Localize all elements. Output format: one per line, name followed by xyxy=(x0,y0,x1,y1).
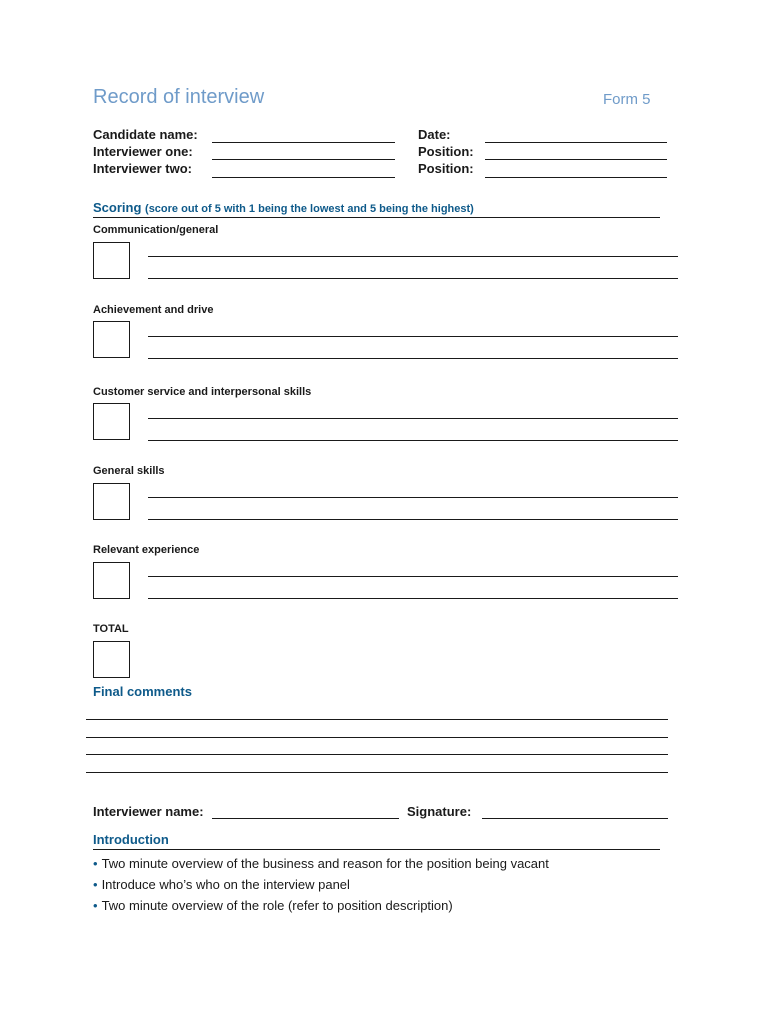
comment-line[interactable] xyxy=(148,598,678,599)
category-general-skills-label: General skills xyxy=(93,465,165,477)
date-field[interactable] xyxy=(485,142,667,143)
introduction-bullet: • Two minute overview of the role (refer to position description) xyxy=(93,898,453,913)
category-relevant-experience-label: Relevant experience xyxy=(93,544,200,556)
comment-line[interactable] xyxy=(148,418,678,419)
final-comment-line[interactable] xyxy=(86,754,668,755)
comment-line[interactable] xyxy=(148,358,678,359)
comment-line[interactable] xyxy=(148,497,678,498)
total-label: TOTAL xyxy=(93,623,129,635)
score-box-total[interactable] xyxy=(93,641,130,678)
interviewer-name-label: Interviewer name: xyxy=(93,804,204,819)
category-achievement-label: Achievement and drive xyxy=(93,304,214,316)
candidate-name-field[interactable] xyxy=(212,142,395,143)
category-communication-label: Communication/general xyxy=(93,224,219,236)
category-customer-service-label: Customer service and interpersonal skills xyxy=(93,386,312,398)
comment-line[interactable] xyxy=(148,278,678,279)
form-number: Form 5 xyxy=(603,91,651,108)
scoring-title: Scoring xyxy=(93,200,142,215)
comment-line[interactable] xyxy=(148,336,678,337)
final-comments-heading: Final comments xyxy=(93,684,192,699)
introduction-bullet: • Introduce who’s who on the interview panel xyxy=(93,877,350,892)
page-title: Record of interview xyxy=(93,86,265,108)
scoring-subtitle: (score out of 5 with 1 being the lowest and 5 being the highest) xyxy=(145,203,474,215)
score-box-relevant-experience[interactable] xyxy=(93,562,130,599)
final-comment-line[interactable] xyxy=(86,737,668,738)
comment-line[interactable] xyxy=(148,519,678,520)
comment-line[interactable] xyxy=(148,256,678,257)
scoring-heading xyxy=(93,200,474,215)
comment-line[interactable] xyxy=(148,576,678,577)
introduction-rule xyxy=(93,849,660,850)
position-two-field[interactable] xyxy=(485,177,667,178)
introduction-bullet: • Two minute overview of the business and reason for the position being vacant xyxy=(93,856,549,871)
score-box-achievement[interactable] xyxy=(93,321,130,358)
candidate-name-label: Candidate name: xyxy=(93,127,198,142)
final-comment-line[interactable] xyxy=(86,772,668,773)
interviewer-one-field[interactable] xyxy=(212,159,395,160)
signature-label: Signature: xyxy=(407,804,472,819)
date-label: Date: xyxy=(418,127,451,142)
interviewer-two-field[interactable] xyxy=(212,177,395,178)
signature-field[interactable] xyxy=(482,818,668,819)
interviewer-one-label: Interviewer one: xyxy=(93,144,193,159)
comment-line[interactable] xyxy=(148,440,678,441)
position-one-field[interactable] xyxy=(485,159,667,160)
score-box-general-skills[interactable] xyxy=(93,483,130,520)
scoring-rule xyxy=(93,217,660,218)
position-one-label: Position: xyxy=(418,144,474,159)
score-box-communication[interactable] xyxy=(93,242,130,279)
introduction-heading: Introduction xyxy=(93,832,169,847)
final-comment-line[interactable] xyxy=(86,719,668,720)
interviewer-two-label: Interviewer two: xyxy=(93,161,192,176)
score-box-customer-service[interactable] xyxy=(93,403,130,440)
position-two-label: Position: xyxy=(418,161,474,176)
interviewer-name-field[interactable] xyxy=(212,818,399,819)
